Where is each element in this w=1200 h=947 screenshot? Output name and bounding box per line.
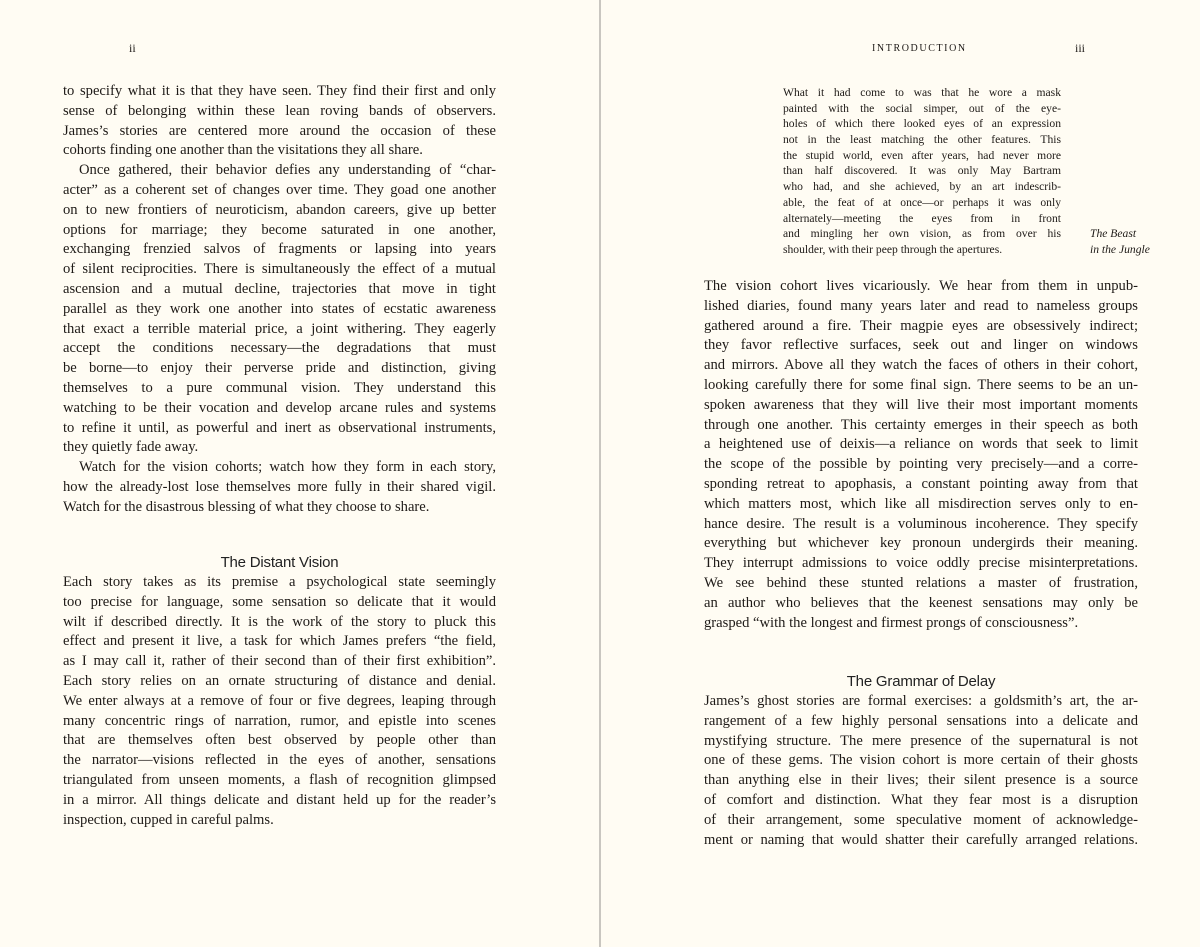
text-line: inspection, cupped in careful palms. bbox=[63, 811, 274, 828]
text-line: lished diaries, found many years later and read to nameless groups bbox=[704, 297, 1138, 314]
text-line: James’s ghost stories are formal exercises: a goldsmith’s art, the ar- bbox=[704, 693, 1138, 709]
text-line: painted with the social simper, out of the eye- bbox=[783, 101, 1061, 115]
text-line: the scope of the possible by pointing very precisely—and a corre- bbox=[704, 456, 1138, 473]
text-line: the stupid world, even after years, had never more bbox=[783, 148, 1061, 162]
text-line: they favor reflective surfaces, seek out and linger on windows bbox=[704, 337, 1138, 354]
paragraph bbox=[63, 458, 496, 517]
text-line: too precise for language, some sensation so delicate that it would bbox=[63, 593, 496, 610]
text-line: be borne—to enjoy their perverse pride and distinction, giving bbox=[63, 360, 496, 377]
text-line: that are themselves often best observed by people other than bbox=[63, 732, 496, 749]
quote-source-line: in the Jungle bbox=[1090, 242, 1150, 256]
text-line: James’s stories are centered more around the occasion of these bbox=[63, 122, 496, 139]
text-line: and mingling her own vision, as from over his bbox=[783, 227, 1061, 241]
text-line: than anything else in their lives; their silent presence is a source bbox=[704, 772, 1138, 789]
text-line: effect and present it live, a task for which James prefers “the field, bbox=[63, 633, 496, 650]
text-line: to refine it until, as powerful and inert as observational instruments, bbox=[63, 419, 496, 436]
text-line: triangulated from unseen moments, a flash of recognition glimpsed bbox=[63, 771, 496, 788]
text-line: of their arrangement, some speculative moment of acknowledge- bbox=[704, 811, 1138, 828]
text-line: The vision cohort lives vicariously. We hear from them in unpub- bbox=[704, 278, 1138, 294]
text-line: Each story relies on an ornate structuring of distance and denial. bbox=[63, 672, 496, 689]
text-line: rangement of a few highly personal sensations into a delicate and bbox=[704, 712, 1138, 729]
text-line: We see behind these stunted relations a master of frustration, bbox=[704, 574, 1138, 591]
text-line: accept the conditions necessary—the degradations that must bbox=[63, 340, 496, 357]
text-line: on to new frontiers of neuroticism, abandon careers, give up better bbox=[63, 201, 496, 218]
text-line: exchanging frenzied salvos of fragments or lapsing into years bbox=[63, 241, 496, 258]
section-heading: The Grammar of Delay bbox=[846, 673, 996, 690]
text-line: one of these gems. The vision cohort is more certain of their ghosts bbox=[704, 752, 1138, 769]
text-line: Watch for the vision cohorts; watch how they form in each story, bbox=[79, 459, 496, 476]
body-text-block bbox=[704, 692, 1138, 850]
text-line: everything but whichever key pronoun undergirds their meaning. bbox=[704, 535, 1138, 552]
text-line: sponding retreat to apophasis, a constant pointing away from that bbox=[704, 475, 1138, 492]
text-line: Once gathered, their behavior defies any understanding of “char- bbox=[79, 162, 496, 179]
text-line: We enter always at a remove of four or five degrees, leaping through bbox=[63, 692, 496, 709]
text-line: Each story takes as its premise a psychological state seemingly bbox=[63, 574, 496, 590]
section-heading: The Distant Vision bbox=[220, 554, 339, 571]
text-line: holes of which there looked eyes of an expression bbox=[783, 117, 1061, 131]
quote-source-line: The Beast bbox=[1090, 227, 1137, 240]
text-line: than half discovered. It was only May Bartram bbox=[783, 164, 1061, 178]
text-line: shoulder, with their peep through the apertures. bbox=[783, 242, 1003, 256]
text-line: cohorts finding one another than the visitations they all share. bbox=[63, 142, 423, 159]
text-line: watching to be their vocation and develop arcane rules and systems bbox=[63, 399, 496, 416]
text-line: gathered around a fire. Their magpie eyes are obsessively indirect; bbox=[704, 317, 1138, 334]
text-line: and mirrors. Above all they watch the faces of others in their cohort, bbox=[704, 357, 1138, 374]
body-text-block bbox=[63, 82, 496, 518]
text-line: Watch for the disastrous blessing of what they choose to share. bbox=[63, 498, 430, 515]
text-line: of silent reciprocities. There is simultaneously the effect of a mutual bbox=[63, 261, 496, 278]
text-line: that exact a terrible material price, a joint withering. They eagerly bbox=[63, 320, 496, 337]
text-line: They interrupt admissions to voice oddly precise misinterpretations. bbox=[704, 555, 1138, 572]
body-text-block bbox=[63, 573, 496, 830]
quote-source-note bbox=[1090, 226, 1150, 257]
text-line: hance desire. The result is a voluminous incoherence. They specify bbox=[704, 515, 1138, 532]
text-line: What it had come to was that he wore a mask bbox=[783, 86, 1061, 99]
text-line: a heightened use of deixis—a reliance on words that seek to limit bbox=[704, 436, 1138, 453]
text-line: themselves to a pure communal vision. They understand this bbox=[63, 379, 496, 396]
body-text-block bbox=[704, 277, 1138, 633]
block-quote bbox=[783, 85, 1061, 258]
text-line: many concentric rings of narration, rumor, and epistle into scenes bbox=[63, 712, 496, 729]
text-line: of comfort and distinction. What they fear most is a disruption bbox=[704, 791, 1138, 808]
text-line: sense of belonging within these lean roving bands of observers. bbox=[63, 102, 496, 119]
text-line: how the already-lost lose themselves more fully in their shared vigil. bbox=[63, 478, 496, 495]
page-number: ii bbox=[129, 41, 136, 55]
paragraph bbox=[63, 82, 496, 161]
text-line: ascension and a mutual decline, trajectories that move in tight bbox=[63, 280, 496, 297]
text-line: grasped “with the longest and firmest prongs of consciousness”. bbox=[704, 614, 1079, 631]
running-head: INTRODUCTION bbox=[872, 43, 967, 54]
text-line: spoken awareness that they will live their most important moments bbox=[704, 396, 1138, 413]
text-line: who had, and she achieved, by an art indescrib- bbox=[783, 180, 1061, 194]
text-line: parallel as they work one another into states of ecstatic awareness bbox=[63, 300, 496, 317]
text-line: not in the least matching the other features. This bbox=[783, 133, 1061, 147]
text-line: as I may call it, rather of their second than of their first exhibition”. bbox=[63, 653, 496, 670]
text-line: ment or naming that would shatter their carefully arranged relations. bbox=[704, 831, 1138, 848]
text-line: acter” as a coherent set of changes over time. They goad one another bbox=[63, 181, 496, 198]
text-line: to specify what it is that they have seen. They find their first and only bbox=[63, 83, 496, 99]
text-line: an author who believes that the keenest sensations may only be bbox=[704, 594, 1138, 611]
text-line: wilt if described directly. It is the work of the story to pluck this bbox=[63, 613, 496, 630]
text-line: alternately—meeting the eyes from in front bbox=[783, 211, 1061, 225]
text-line: options for marriage; they become saturated in one another, bbox=[63, 221, 496, 238]
text-line: which matters most, which like all misdirection serves only to en- bbox=[704, 495, 1138, 512]
text-line: through one another. This certainty emerges in their speech as both bbox=[704, 416, 1138, 433]
paragraph bbox=[704, 277, 1138, 633]
left-page bbox=[0, 0, 599, 947]
text-line: mystifying structure. The mere presence of the supernatural is not bbox=[704, 732, 1138, 749]
text-line: able, the feat of at once—or perhaps it was only bbox=[783, 195, 1061, 209]
text-line: looking carefully there for some final sign. There seems to be an un- bbox=[704, 376, 1138, 393]
paragraph bbox=[63, 573, 496, 830]
text-line: they quietly fade away. bbox=[63, 439, 199, 456]
page-number: iii bbox=[1075, 41, 1086, 55]
paragraph bbox=[704, 692, 1138, 850]
right-page bbox=[601, 0, 1200, 947]
paragraph bbox=[63, 161, 496, 458]
text-line: in a mirror. All things delicate and distant held up for the reader’s bbox=[63, 791, 496, 808]
text-line: the narrator—visions reflected in the eyes of another, sensations bbox=[63, 752, 496, 769]
paragraph bbox=[783, 85, 1061, 258]
